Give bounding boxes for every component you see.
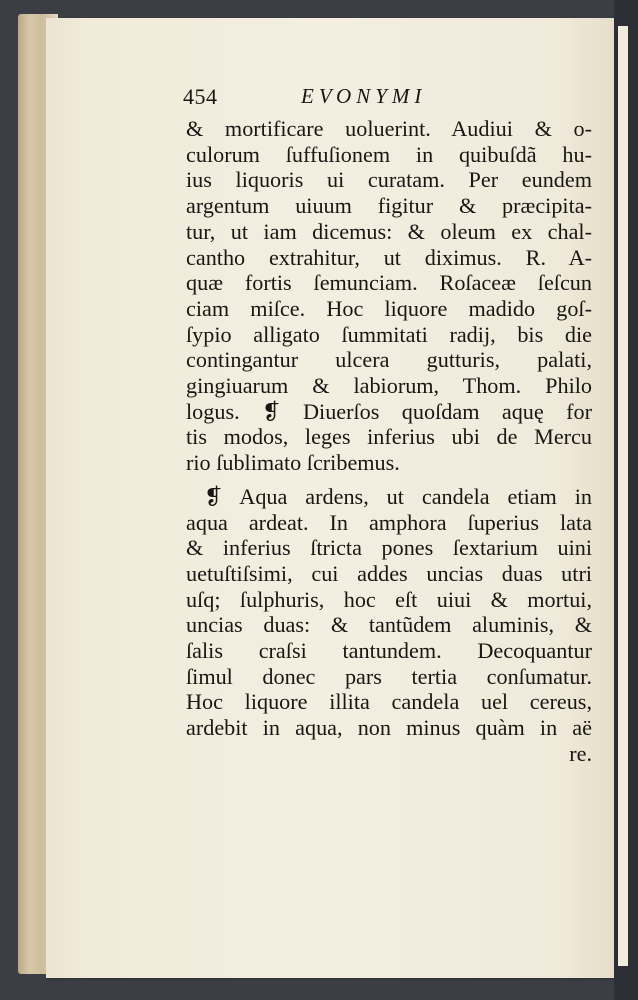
right-binding-strip xyxy=(614,0,638,1000)
text-line: cantho extrahitur, ut diximus. R. A- xyxy=(186,244,592,270)
text-line: quæ fortis ſemunciam. Roſaceæ ſeſcun xyxy=(186,270,592,296)
text-line: tur, ut iam dicemus: & oleum ex chal- xyxy=(186,218,592,244)
catchword: re. xyxy=(569,740,592,766)
text-line: ciam miſce. Hoc liquore madido goſ- xyxy=(186,295,592,321)
text-line: uetuſtiſsimi, cui addes uncias duas utri xyxy=(186,560,592,586)
text-line: & inferius ſtricta pones ſextarium uini xyxy=(186,535,592,561)
text-line: tis modos, leges inferius ubi de Mercu xyxy=(186,424,592,450)
text-line: ſalis craſsi tantundem. Decoquantur xyxy=(186,638,592,664)
text-line: ſypio alligato ſummitati radij, bis die xyxy=(186,321,592,347)
paragraph-2 xyxy=(186,484,601,741)
text-line: logus. ❡ Diuerſos quoſdam aquę for xyxy=(186,398,592,424)
page-header xyxy=(183,82,513,114)
paragraph-1 xyxy=(186,116,601,476)
text-line: culorum ſuffuſionem in quibuſdã hu- xyxy=(186,141,592,167)
running-head: EVONYMI xyxy=(301,84,427,108)
paragraph-gap xyxy=(186,476,601,484)
text-line: rio ſublimato ſcribemus. xyxy=(186,450,400,476)
text-line: aqua ardeat. In amphora ſuperius lata xyxy=(186,509,592,535)
text-line: uncias duas: & tantũdem aluminis, & xyxy=(186,612,592,638)
text-line: argentum uiuum figitur & præcipita- xyxy=(186,193,592,219)
text-line: uſq; ſulphuris, hoc eſt uiui & mortui, xyxy=(186,586,592,612)
text-line: ſimul donec pars tertia conſumatur. xyxy=(186,663,592,689)
text-line: ardebit in aqua, non minus quàm in aë xyxy=(186,715,592,741)
text-line: ❡ Aqua ardens, ut candela etiam in xyxy=(204,483,592,509)
page-number: 454 xyxy=(183,84,218,109)
text-line: ius liquoris ui curatam. Per eundem xyxy=(186,167,592,193)
facing-page-edge xyxy=(618,26,628,966)
text-line: & mortificare uoluerint. Audiui & o- xyxy=(186,116,592,141)
text-line: gingiuarum & labiorum, Thom. Philo xyxy=(186,373,592,399)
text-line: Hoc liquore illita candela uel cereus, xyxy=(186,689,592,715)
text-line: contingantur ulcera gutturis, palati, xyxy=(186,347,592,373)
body-text xyxy=(186,116,601,767)
